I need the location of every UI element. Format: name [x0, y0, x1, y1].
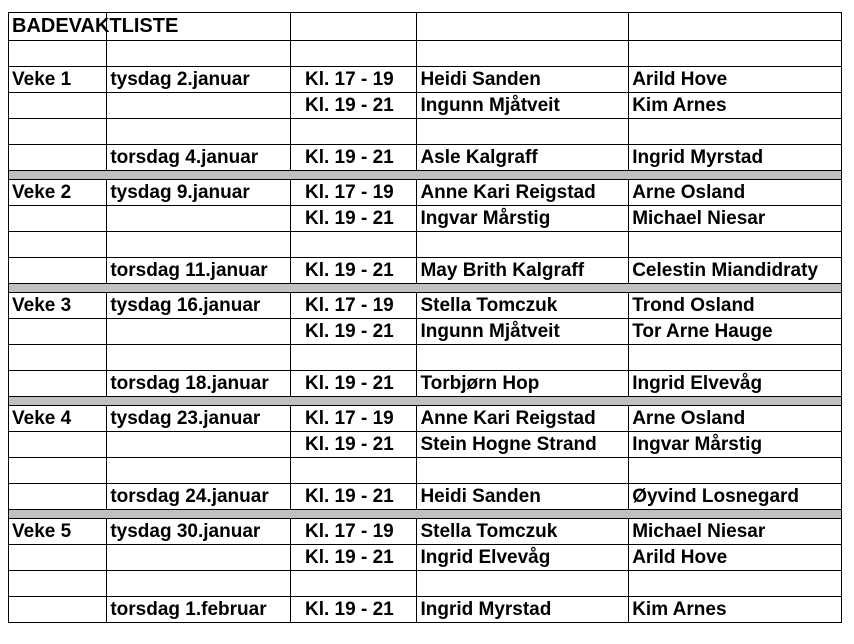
day-cell — [107, 319, 291, 345]
empty-cell — [291, 345, 417, 371]
shift-row — [9, 258, 842, 284]
duty-roster-table — [8, 12, 842, 623]
guard-1-cell: Anne Kari Reigstad — [417, 180, 629, 206]
day-cell: torsdag 11.januar — [107, 258, 291, 284]
time-cell: Kl. 17 - 19 — [291, 406, 417, 432]
empty-cell — [9, 345, 107, 371]
guard-1-cell: Stein Hogne Strand — [417, 432, 629, 458]
empty-cell — [291, 571, 417, 597]
guard-1-cell: May Brith Kalgraff — [417, 258, 629, 284]
empty-cell — [9, 206, 107, 232]
week-separator — [9, 397, 842, 406]
time-cell: Kl. 19 - 21 — [291, 371, 417, 397]
guard-2-cell: Trond Osland — [629, 293, 842, 319]
time-cell: Kl. 17 - 19 — [291, 180, 417, 206]
blank-row — [9, 119, 842, 145]
guard-2-cell: Tor Arne Hauge — [629, 319, 842, 345]
separator-cell — [107, 397, 291, 406]
shift-row — [9, 180, 842, 206]
day-cell — [107, 432, 291, 458]
empty-cell — [629, 571, 842, 597]
empty-cell — [107, 41, 291, 67]
blank-row — [9, 41, 842, 67]
week-label: Veke 4 — [9, 406, 107, 432]
guard-2-cell: Ingrid Myrstad — [629, 145, 842, 171]
empty-cell — [107, 119, 291, 145]
blank-row — [9, 345, 842, 371]
shift-row — [9, 406, 842, 432]
empty-cell — [9, 93, 107, 119]
week-separator — [9, 284, 842, 293]
separator-cell — [629, 397, 842, 406]
week-label: Veke 2 — [9, 180, 107, 206]
separator-cell — [629, 284, 842, 293]
shift-row — [9, 67, 842, 93]
empty-cell — [9, 41, 107, 67]
sheet-title: BADEVAKTLISTE — [9, 13, 107, 41]
empty-cell — [9, 119, 107, 145]
time-cell: Kl. 19 - 21 — [291, 319, 417, 345]
guard-1-cell: Ingrid Myrstad — [417, 597, 629, 623]
empty-cell — [417, 119, 629, 145]
time-cell: Kl. 17 - 19 — [291, 293, 417, 319]
guard-2-cell: Øyvind Losnegard — [629, 484, 842, 510]
shift-row — [9, 93, 842, 119]
day-cell — [107, 93, 291, 119]
guard-1-cell: Ingunn Mjåtveit — [417, 93, 629, 119]
day-cell: torsdag 18.januar — [107, 371, 291, 397]
separator-cell — [417, 171, 629, 180]
empty-cell — [107, 232, 291, 258]
empty-cell — [9, 371, 107, 397]
empty-cell — [629, 345, 842, 371]
empty-cell — [9, 258, 107, 284]
separator-cell — [291, 510, 417, 519]
separator-cell — [291, 397, 417, 406]
week-separator — [9, 171, 842, 180]
guard-2-cell: Arild Hove — [629, 67, 842, 93]
separator-cell — [107, 171, 291, 180]
guard-1-cell: Heidi Sanden — [417, 67, 629, 93]
time-cell: Kl. 19 - 21 — [291, 206, 417, 232]
guard-2-cell: Michael Niesar — [629, 519, 842, 545]
guard-2-cell: Ingrid Elvevåg — [629, 371, 842, 397]
week-label: Veke 5 — [9, 519, 107, 545]
empty-cell — [417, 41, 629, 67]
empty-cell — [291, 119, 417, 145]
time-cell: Kl. 19 - 21 — [291, 545, 417, 571]
separator-cell — [629, 510, 842, 519]
separator-cell — [417, 510, 629, 519]
shift-row — [9, 371, 842, 397]
guard-2-cell: Ingvar Mårstig — [629, 432, 842, 458]
separator-cell — [291, 284, 417, 293]
day-cell: torsdag 24.januar — [107, 484, 291, 510]
guard-1-cell: Stella Tomczuk — [417, 293, 629, 319]
week-label: Veke 1 — [9, 67, 107, 93]
guard-2-cell: Arne Osland — [629, 180, 842, 206]
empty-cell — [9, 597, 107, 623]
empty-cell — [629, 13, 842, 41]
guard-1-cell: Heidi Sanden — [417, 484, 629, 510]
time-cell: Kl. 19 - 21 — [291, 484, 417, 510]
empty-cell — [9, 571, 107, 597]
empty-cell — [629, 41, 842, 67]
separator-cell — [9, 510, 107, 519]
empty-cell — [629, 232, 842, 258]
shift-row — [9, 597, 842, 623]
empty-cell — [291, 458, 417, 484]
empty-cell — [417, 571, 629, 597]
time-cell: Kl. 19 - 21 — [291, 597, 417, 623]
separator-cell — [9, 284, 107, 293]
separator-cell — [107, 284, 291, 293]
guard-1-cell: Torbjørn Hop — [417, 371, 629, 397]
time-cell: Kl. 19 - 21 — [291, 145, 417, 171]
shift-row — [9, 484, 842, 510]
empty-cell — [291, 13, 417, 41]
blank-row — [9, 571, 842, 597]
empty-cell — [291, 232, 417, 258]
empty-cell — [417, 13, 629, 41]
guard-1-cell: Stella Tomczuk — [417, 519, 629, 545]
empty-cell — [9, 432, 107, 458]
week-separator — [9, 510, 842, 519]
guard-2-cell: Kim Arnes — [629, 597, 842, 623]
empty-cell — [9, 232, 107, 258]
day-cell — [107, 206, 291, 232]
empty-cell — [107, 458, 291, 484]
empty-cell — [9, 484, 107, 510]
separator-cell — [9, 397, 107, 406]
guard-1-cell: Anne Kari Reigstad — [417, 406, 629, 432]
guard-1-cell: Asle Kalgraff — [417, 145, 629, 171]
guard-1-cell: Ingunn Mjåtveit — [417, 319, 629, 345]
day-cell: torsdag 1.februar — [107, 597, 291, 623]
empty-cell — [9, 319, 107, 345]
guard-1-cell: Ingrid Elvevåg — [417, 545, 629, 571]
separator-cell — [9, 171, 107, 180]
shift-row — [9, 519, 842, 545]
day-cell: tysdag 16.januar — [107, 293, 291, 319]
empty-cell — [629, 458, 842, 484]
time-cell: Kl. 17 - 19 — [291, 67, 417, 93]
empty-cell — [107, 345, 291, 371]
separator-cell — [417, 397, 629, 406]
separator-cell — [291, 171, 417, 180]
guard-2-cell: Arild Hove — [629, 545, 842, 571]
empty-cell — [9, 545, 107, 571]
guard-2-cell: Celestin Miandidraty — [629, 258, 842, 284]
empty-cell — [9, 145, 107, 171]
shift-row — [9, 206, 842, 232]
day-cell: tysdag 9.januar — [107, 180, 291, 206]
guard-1-cell: Ingvar Mårstig — [417, 206, 629, 232]
shift-row — [9, 145, 842, 171]
empty-cell — [417, 458, 629, 484]
empty-cell — [417, 345, 629, 371]
time-cell: Kl. 17 - 19 — [291, 519, 417, 545]
day-cell: torsdag 4.januar — [107, 145, 291, 171]
day-cell — [107, 545, 291, 571]
time-cell: Kl. 19 - 21 — [291, 432, 417, 458]
guard-2-cell: Michael Niesar — [629, 206, 842, 232]
time-cell: Kl. 19 - 21 — [291, 93, 417, 119]
guard-2-cell: Arne Osland — [629, 406, 842, 432]
shift-row — [9, 319, 842, 345]
separator-cell — [629, 171, 842, 180]
separator-cell — [417, 284, 629, 293]
roster-body — [9, 13, 842, 623]
empty-cell — [107, 571, 291, 597]
day-cell: tysdag 30.januar — [107, 519, 291, 545]
separator-cell — [107, 510, 291, 519]
guard-2-cell: Kim Arnes — [629, 93, 842, 119]
empty-cell — [291, 41, 417, 67]
blank-row — [9, 458, 842, 484]
shift-row — [9, 545, 842, 571]
shift-row — [9, 432, 842, 458]
blank-row — [9, 232, 842, 258]
title-row — [9, 13, 842, 41]
empty-cell — [417, 232, 629, 258]
day-cell: tysdag 23.januar — [107, 406, 291, 432]
day-cell: tysdag 2.januar — [107, 67, 291, 93]
week-label: Veke 3 — [9, 293, 107, 319]
shift-row — [9, 293, 842, 319]
time-cell: Kl. 19 - 21 — [291, 258, 417, 284]
empty-cell — [629, 119, 842, 145]
empty-cell — [9, 458, 107, 484]
